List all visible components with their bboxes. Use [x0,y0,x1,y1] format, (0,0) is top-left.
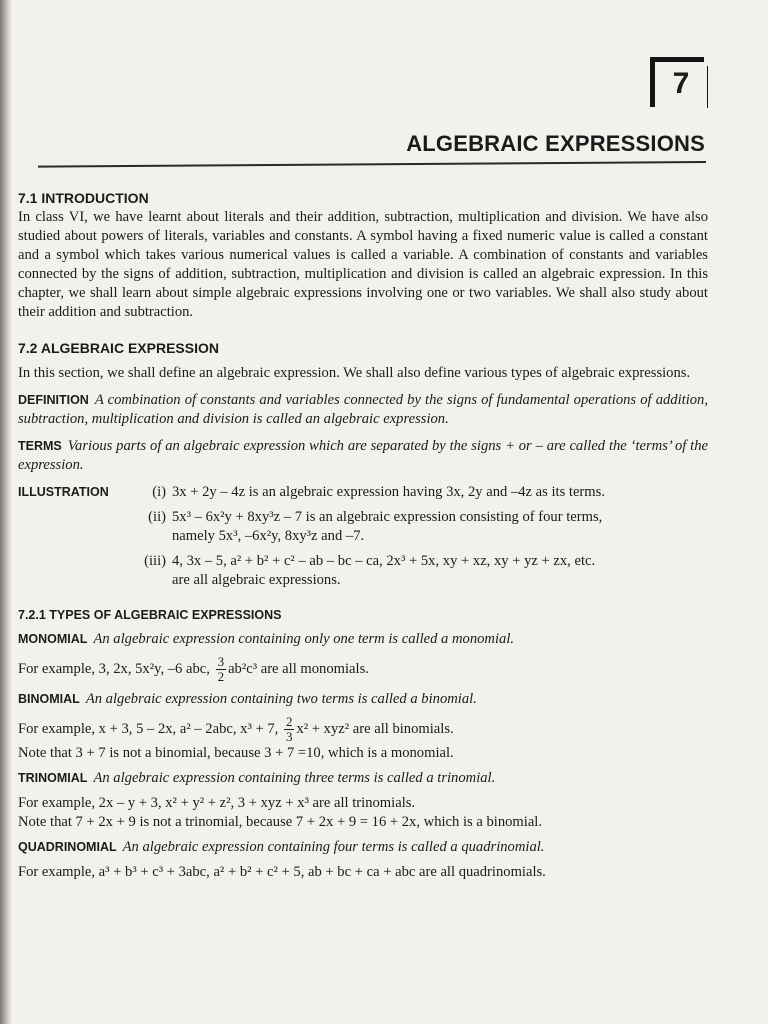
section-heading-algebraic-expression: 7.2 ALGEBRAIC EXPRESSION [18,340,219,356]
fraction [216,655,227,684]
title-rule [38,161,706,168]
terms-label: TERMS [18,439,62,453]
illustration-block [18,483,708,590]
subsection-heading-types: 7.2.1 TYPES OF ALGEBRAIC EXPRESSIONS [18,608,282,622]
illustration-number: (iii) [144,553,166,569]
terms-block [18,437,708,475]
illustration-line: are all algebraic expressions. [172,572,341,588]
fraction-numerator: 2 [285,714,293,729]
trinomial-definition [18,769,708,788]
binomial-example [18,715,708,744]
binomial-example-end: x² + xyz² are all binomials. [296,720,454,737]
binomial-note: Note that 3 + 7 is not a binomial, because 3 + 7 =10, which is a monomial. [18,745,454,761]
binomial-definition-text: An algebraic expression containing two terms is called a binomial. [85,691,477,707]
fraction [284,715,295,744]
illustration-item [136,508,708,546]
illustration-line: 5x³ – 6x²y + 8xy³z – 7 is an algebraic expression consisting of four terms, [172,509,603,525]
quadrinomial-definition [18,838,708,857]
section-heading-introduction: 7.1 INTRODUCTION [18,190,149,206]
quadrinomial-label: QUADRINOMIAL [18,840,117,854]
introduction-paragraph: In class VI, we have learnt about literals and their addition, subtraction, multiplication and division. We have also studied about powers of literals, variables and constants. A symbol having a fixed numeric value is called a constant and a symbol which takes various numerical values is called a variable. A combination of constants and variables connected by the signs of addition, subtraction, multiplication and division is called an algebraic expression. In this chapter, we shall learn about simple algebraic expressions involving one or two variables. We shall also study about their addition and subtraction. [18,209,708,320]
illustration-item [136,483,708,502]
chapter-number-box [650,57,704,107]
illustration-number: (i) [152,484,166,500]
fraction-numerator: 3 [217,654,225,669]
monomial-example [18,655,708,684]
illustration-number: (ii) [148,509,166,525]
terms-text: Various parts of an algebraic expression which are separated by the signs + or – are called the ‘terms’ of the expression. [18,438,708,473]
binomial-definition [18,690,708,709]
monomial-label: MONOMIAL [18,632,88,646]
trinomial-definition-text: An algebraic expression containing three terms is called a trinomial. [93,770,496,786]
illustration-text [172,552,708,590]
illustration-label: ILLUSTRATION [18,485,109,499]
illustration-line: namely 5x³, –6x²y, 8xy³z and –7. [172,528,365,544]
binomial-example-start: For example, x + 3, 5 – 2x, a² – 2abc, x³ + 7, [18,720,279,737]
definition-label: DEFINITION [18,393,89,407]
quadrinomial-example: For example, a³ + b³ + c³ + 3abc, a² + b² + c² + 5, ab + bc + ca + abc are all quadrinomials. [18,864,546,880]
fraction-denominator: 2 [217,669,225,684]
chapter-title: ALGEBRAIC EXPRESSIONS [406,131,705,156]
illustration-item [136,552,708,590]
section-paragraph: In this section, we shall define an algebraic expression. We shall also define various types of algebraic expressions. [18,365,691,381]
definition-block [18,391,708,429]
monomial-example-end: ab²c³ are all monomials. [228,660,369,677]
chapter-number: 7 [672,67,690,100]
illustration-list [136,483,708,590]
trinomial-note: Note that 7 + 2x + 9 is not a trinomial, because 7 + 2x + 9 = 16 + 2x, which is a binomial. [18,814,543,830]
quadrinomial-definition-text: An algebraic expression containing four terms is called a quadrinomial. [122,839,545,855]
definition-text: A combination of constants and variables connected by the signs of fundamental operations of addition, subtraction, multiplication and division is called an algebraic expression. [18,392,708,427]
binomial-label: BINOMIAL [18,692,80,706]
monomial-definition-text: An algebraic expression containing only one term is called a monomial. [93,631,515,647]
page-content [18,188,708,882]
trinomial-example: For example, 2x – y + 3, x² + y² + z², 3 + xyz + x³ are all trinomials. [18,795,416,811]
illustration-text [172,508,708,546]
trinomial-label: TRINOMIAL [18,771,88,785]
illustration-line: 4, 3x – 5, a² + b² + c² – ab – bc – ca, 2x³ + 5x, xy + xz, xy + yz + zx, etc. [172,553,596,569]
illustration-text: 3x + 2y – 4z is an algebraic expression having 3x, 2y and –4z as its terms. [172,484,605,500]
monomial-example-start: For example, 3, 2x, 5x²y, –6 abc, [18,660,210,677]
monomial-definition [18,630,708,649]
fraction-denominator: 3 [285,729,293,744]
